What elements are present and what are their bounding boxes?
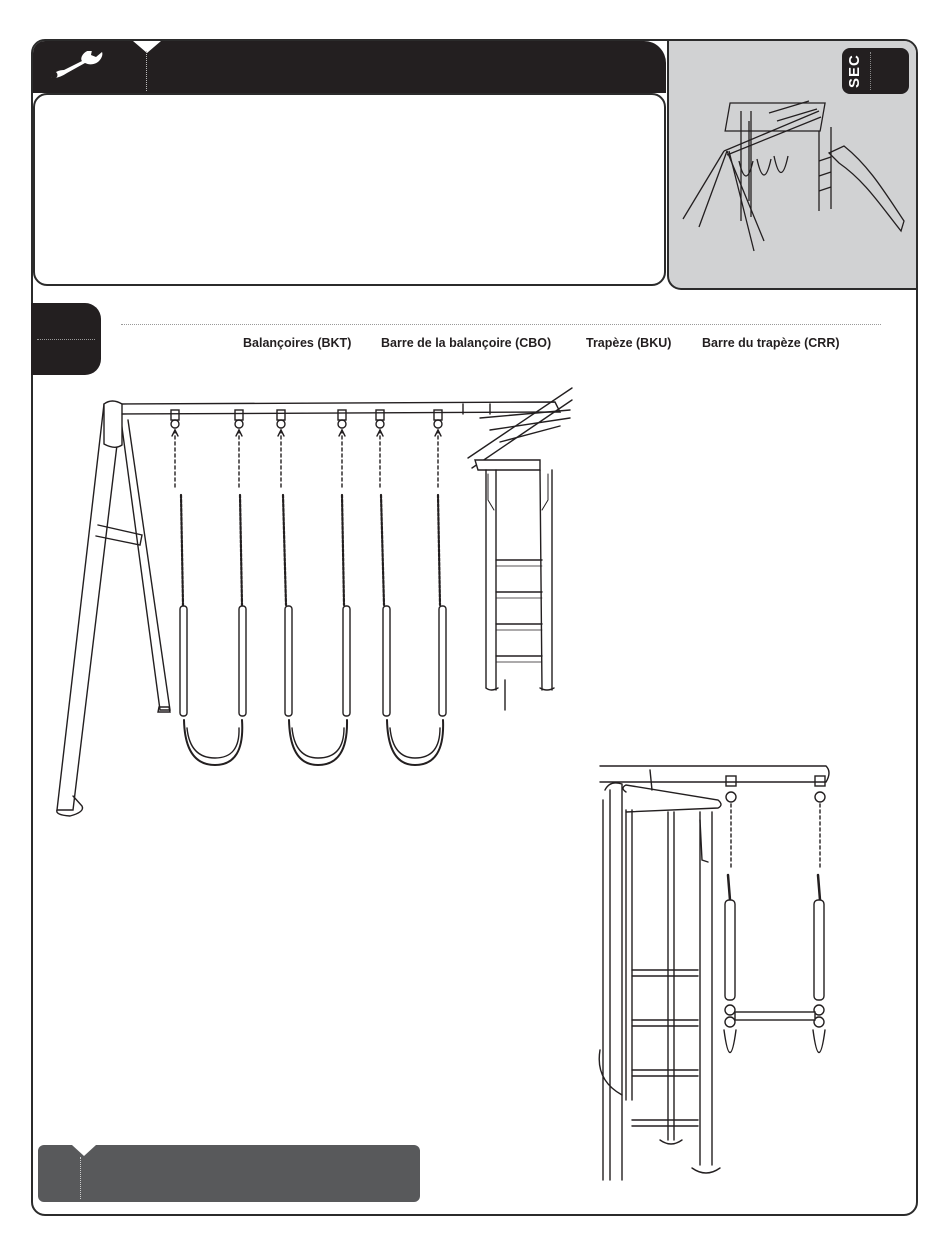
note-bar bbox=[38, 1145, 420, 1202]
part-label-crr: Barre du trapèze (CRR) bbox=[702, 336, 840, 350]
note-divider bbox=[80, 1157, 81, 1199]
part-label-bkt: Balançoires (BKT) bbox=[243, 336, 352, 350]
note-notch bbox=[72, 1145, 96, 1156]
part-label-bku: Trapèze (BKU) bbox=[586, 336, 672, 350]
part-label-cbo: Barre de la balançoire (CBO) bbox=[381, 336, 552, 350]
section-badge-label: SEC bbox=[846, 54, 863, 88]
